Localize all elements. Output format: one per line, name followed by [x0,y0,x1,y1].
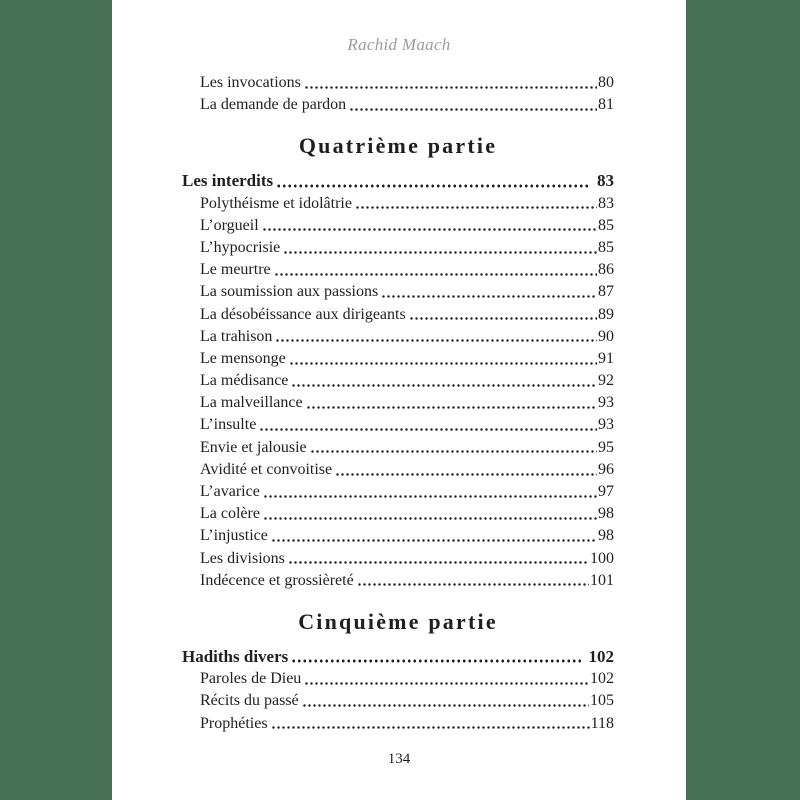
toc-entry-label: La désobéissance aux dirigeants [200,305,406,323]
toc-entry-label: Récits du passé [200,692,299,710]
dot-leader [288,548,589,570]
toc-entry-page: 97 [598,483,614,500]
toc-entry-label: La trahison [200,327,273,345]
toc-entry-page: 80 [598,74,614,91]
toc-entry-label: L’orgueil [200,216,259,234]
dot-leader [289,348,597,370]
dot-leader [291,646,580,668]
page-number: 134 [387,750,411,767]
dot-leader [283,237,597,259]
toc-entry-label: L’insulte [200,416,257,434]
toc-entry-page: 90 [598,327,614,345]
dot-leader [304,72,597,94]
toc-entry [182,392,614,414]
toc-entry-label: La colère [200,505,260,523]
toc-entry [182,503,614,525]
toc-entry [182,259,614,281]
toc-entry [182,348,614,370]
toc-entry-label: La soumission aux passions [200,283,379,301]
dot-leader [306,392,597,414]
toc-entry-label: Les invocations [200,74,301,91]
toc-entry [182,170,614,192]
toc-entry [182,690,614,712]
dot-leader [276,170,589,192]
toc-entry-label: La demande de pardon [200,96,347,114]
toc-entry-page: 83 [597,171,614,191]
toc-entry-label: Prophéties [200,714,268,732]
toc-entry-label: L’injustice [200,527,268,545]
toc-entry [182,215,614,237]
toc-entry-label: Avidité et convoitise [200,460,333,478]
dot-leader [355,193,597,215]
toc-entry-page: 98 [598,505,614,523]
dot-leader [335,459,597,481]
toc-entry [182,713,614,735]
book-page [112,0,686,800]
toc-entry-label: Les interdits [182,171,274,191]
toc-entry-label: L’hypocrisie [200,238,281,256]
toc-entry [182,525,614,547]
dot-leader [274,259,597,281]
toc-entry-page: 93 [598,394,614,412]
dot-leader [262,215,597,237]
toc-entry-page: 118 [590,714,614,732]
toc-entry-page: 105 [590,692,614,710]
dot-leader [409,304,597,326]
toc-entry [182,481,614,503]
toc-entry-label: Le mensonge [200,349,286,367]
toc-entry-label: Le meurtre [200,261,271,279]
dot-leader [271,525,597,547]
toc-entry-page: 102 [588,646,614,666]
toc-entry [182,414,614,436]
toc-entry [182,94,614,116]
dot-leader [263,503,597,525]
toc-section-heading: Quatrième partie [298,133,498,159]
toc-entry [182,459,614,481]
toc-section-heading: Cinquième partie [298,608,498,634]
toc-entry-label: Envie et jalousie [200,438,307,456]
toc-entry-page: 86 [598,261,614,279]
toc-entry-page: 89 [598,305,614,323]
toc-entry [182,668,614,690]
toc-entry [182,326,614,348]
toc-entry-label: Paroles de Dieu [200,670,302,688]
toc-entry-page: 98 [598,527,614,545]
dot-leader [349,94,597,116]
toc-entry-page: 91 [598,349,614,367]
toc-entry [182,304,614,326]
dot-leader [275,326,597,348]
dot-leader [259,414,597,436]
toc-entry-page: 85 [598,216,614,234]
toc-entry-label: Polythéisme et idolâtrie [200,194,352,212]
toc-entry-label: L’avarice [200,483,260,500]
table-of-contents [182,72,614,735]
toc-entry-page: 93 [598,416,614,434]
dot-leader [310,437,597,459]
toc-entry-page: 101 [590,571,614,589]
toc-entry-page: 83 [598,194,614,212]
toc-entry [182,237,614,259]
running-header: Rachid Maach [347,35,451,54]
toc-entry-page: 92 [598,372,614,390]
dot-leader [381,281,597,303]
toc-entry-label: Indécence et grossièreté [200,571,354,589]
toc-entry-label: Hadiths divers [182,646,289,666]
dot-leader [357,570,589,592]
toc-entry [182,570,614,592]
toc-entry-page: 96 [598,460,614,478]
toc-entry-label: La médisance [200,372,289,390]
toc-entry-label: La malveillance [200,394,303,412]
toc-entry-page: 102 [590,670,614,688]
toc-entry [182,437,614,459]
dot-leader [302,690,589,712]
toc-entry-page: 95 [598,438,614,456]
toc-entry [182,548,614,570]
toc-entry-page: 87 [598,283,614,301]
toc-entry [182,281,614,303]
toc-entry [182,72,614,94]
dot-leader [291,370,597,392]
dot-leader [304,668,589,690]
toc-entry [182,370,614,392]
toc-entry-page: 100 [590,549,614,567]
dot-leader [271,713,590,735]
dot-leader [263,481,597,503]
toc-entry-page: 81 [598,96,614,114]
toc-entry [182,193,614,215]
toc-entry-label: Les divisions [200,549,285,567]
toc-entry [182,646,614,668]
toc-entry-page: 85 [598,238,614,256]
